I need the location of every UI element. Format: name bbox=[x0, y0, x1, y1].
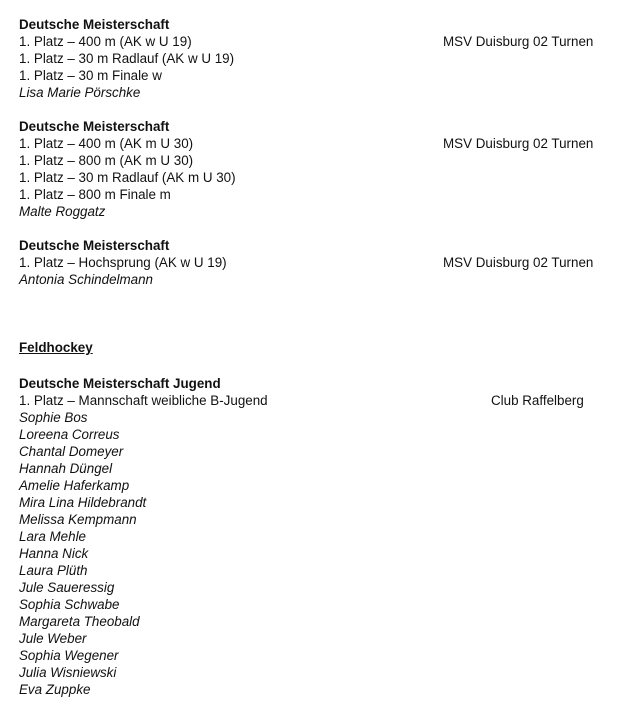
result-line bbox=[19, 135, 609, 152]
club-name: MSV Duisburg 02 Turnen bbox=[443, 255, 594, 270]
player-name: Sophia Wegener bbox=[19, 648, 119, 663]
club-name: MSV Duisburg 02 Turnen bbox=[443, 34, 594, 49]
result-line bbox=[19, 33, 609, 50]
athlete-name: Lisa Marie Pörschke bbox=[19, 85, 141, 100]
player-name: Julia Wisniewski bbox=[19, 665, 117, 680]
entry-heading: Deutsche Meisterschaft bbox=[19, 17, 170, 32]
entry-heading: Deutsche Meisterschaft bbox=[19, 119, 170, 134]
player-name: Loreena Correus bbox=[19, 427, 120, 442]
player-name: Margareta Theobald bbox=[19, 614, 140, 629]
spacer bbox=[19, 288, 609, 339]
player-name: Chantal Domeyer bbox=[19, 444, 124, 459]
spacer bbox=[19, 220, 609, 237]
result-line: 1. Platz – 30 m Finale w bbox=[19, 68, 162, 83]
result-line bbox=[19, 392, 609, 409]
document-page bbox=[19, 16, 609, 698]
result-text: 1. Platz – Mannschaft weibliche B-Jugend bbox=[19, 393, 268, 408]
result-line: 1. Platz – 30 m Radlauf (AK w U 19) bbox=[19, 51, 235, 66]
player-name: Jule Weber bbox=[19, 631, 87, 646]
result-text: 1. Platz – Hochsprung (AK w U 19) bbox=[19, 255, 227, 270]
result-line bbox=[19, 254, 609, 271]
entry-hockey-team bbox=[19, 375, 609, 698]
entry-schindelmann bbox=[19, 237, 609, 288]
result-line: 1. Platz – 30 m Radlauf (AK m U 30) bbox=[19, 170, 236, 185]
result-text: 1. Platz – 400 m (AK m U 30) bbox=[19, 136, 194, 151]
club-name: MSV Duisburg 02 Turnen bbox=[443, 136, 594, 151]
player-name: Sophie Bos bbox=[19, 410, 88, 425]
player-name: Eva Zuppke bbox=[19, 682, 91, 697]
result-line: 1. Platz – 800 m (AK m U 30) bbox=[19, 153, 194, 168]
player-name: Sophia Schwabe bbox=[19, 597, 120, 612]
player-name: Mira Lina Hildebrandt bbox=[19, 495, 147, 510]
entry-heading: Deutsche Meisterschaft bbox=[19, 238, 170, 253]
athlete-name: Antonia Schindelmann bbox=[19, 272, 153, 287]
player-name: Amelie Haferkamp bbox=[19, 478, 130, 493]
result-line: 1. Platz – 800 m Finale m bbox=[19, 187, 171, 202]
player-name: Melissa Kempmann bbox=[19, 512, 137, 527]
section-title: Feldhockey bbox=[19, 340, 93, 355]
entry-poerschke bbox=[19, 16, 609, 101]
player-name: Laura Plüth bbox=[19, 563, 88, 578]
player-name: Hannah Düngel bbox=[19, 461, 113, 476]
player-name: Hanna Nick bbox=[19, 546, 89, 561]
player-name: Lara Mehle bbox=[19, 529, 86, 544]
entry-roggatz bbox=[19, 118, 609, 220]
player-list bbox=[19, 409, 609, 698]
entry-heading: Deutsche Meisterschaft Jugend bbox=[19, 376, 221, 391]
spacer bbox=[19, 356, 609, 375]
player-name: Jule Saueressig bbox=[19, 580, 115, 595]
result-text: 1. Platz – 400 m (AK w U 19) bbox=[19, 34, 192, 49]
athlete-name: Malte Roggatz bbox=[19, 204, 106, 219]
club-name: Club Raffelberg bbox=[491, 393, 584, 408]
spacer bbox=[19, 101, 609, 118]
